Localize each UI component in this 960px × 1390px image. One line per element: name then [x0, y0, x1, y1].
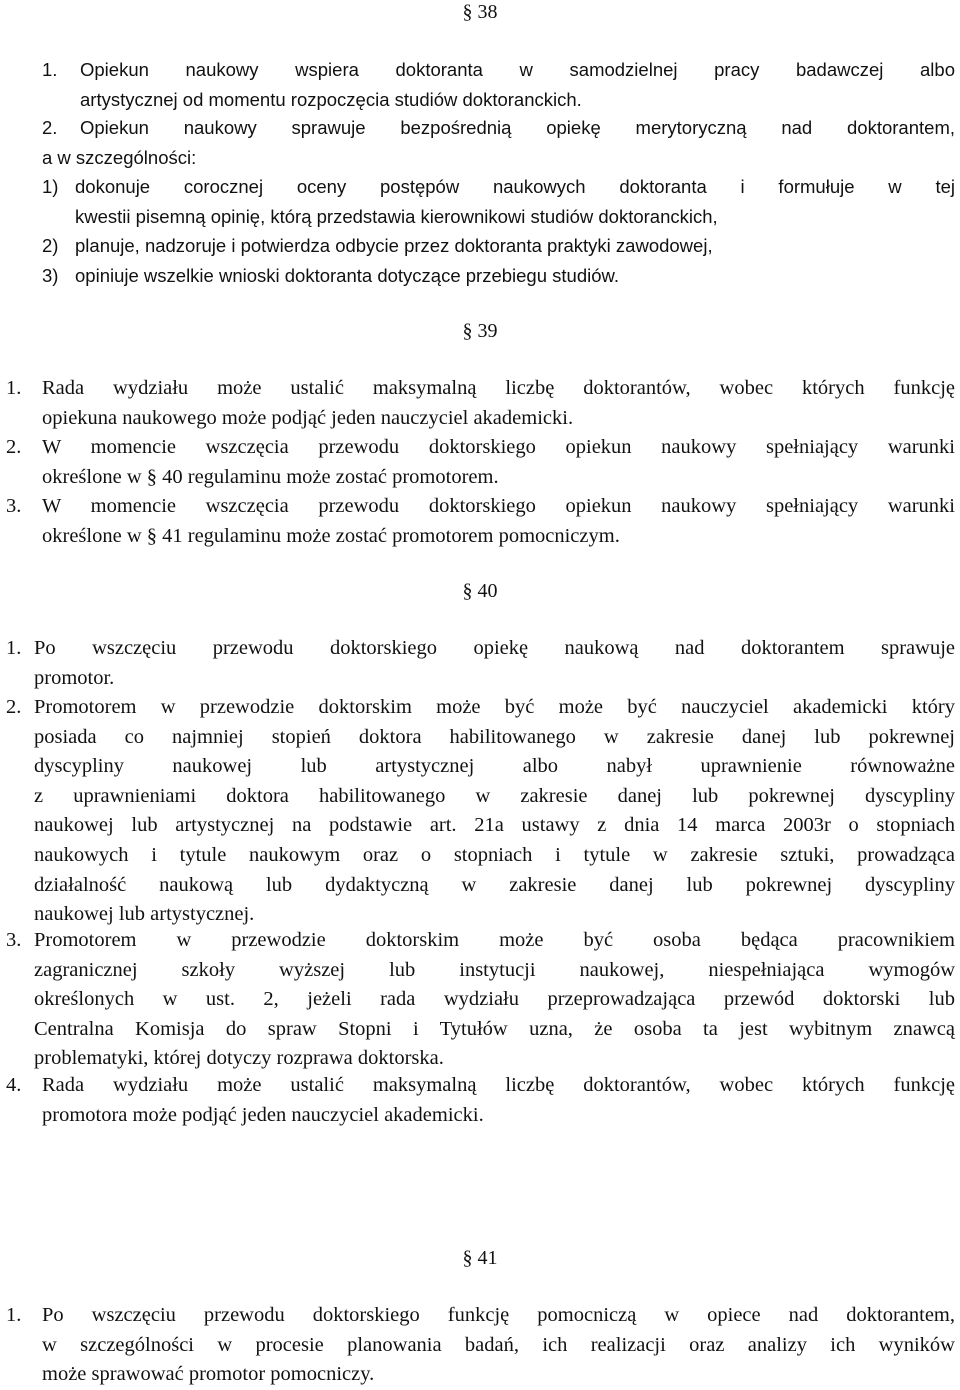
section-heading-39: § 39 — [462, 320, 498, 342]
text-line: Centralna Komisja do spraw Stopni i Tytułów uzna, że osoba ta jest wybitnym znawcą — [34, 1017, 955, 1040]
text-line: określone w § 41 regulaminu może zostać promotorem pomocniczym. — [42, 524, 620, 547]
text-line: w szczególności w procesie planowania badań, ich realizacji oraz analizy ich wyników — [42, 1333, 955, 1356]
text-line: Rada wydziału może ustalić maksymalną liczbę doktorantów, wobec których funkcję — [42, 377, 955, 399]
text-line: W momencie wszczęcia przewodu doktorskiego opiekun naukowy spełniający warunki — [42, 436, 955, 458]
text-line: problematyki, której dotyczy rozprawa doktorska. — [34, 1047, 444, 1070]
paragraph-40-1 — [6, 634, 955, 693]
text-line: Opiekun naukowy wspiera doktoranta w samodzielnej pracy badawczej albo — [80, 59, 955, 80]
text-line: Po wszczęciu przewodu doktorskiego opiekę naukową nad doktorantem sprawuje — [34, 637, 955, 659]
item-number: 1. — [6, 637, 22, 659]
text-line: Po wszczęciu przewodu doktorskiego funkcję pomocniczą w opiece nad doktorantem, — [42, 1304, 955, 1326]
text-line: planuje, nadzoruje i potwierdza odbycie przez doktoranta praktyki zawodowej, — [75, 235, 713, 256]
paragraph-39-3 — [6, 492, 955, 551]
paragraph-39-2 — [6, 433, 955, 492]
item-number: 3. — [6, 929, 22, 951]
section-heading-40: § 40 — [462, 580, 498, 602]
text-line: z uprawnieniami doktora habilitowanego w zakresie danej lub pokrewnej dyscypliny — [34, 784, 955, 807]
item-number: 2. — [6, 436, 22, 458]
text-line: naukowej lub artystycznej. — [34, 903, 255, 926]
paragraph-40-4 — [6, 1071, 955, 1130]
paragraph-39-1 — [6, 374, 955, 433]
paragraph-38-2 — [42, 113, 955, 290]
text-line: opiekuna naukowego może podjąć jeden nauczyciel akademicki. — [42, 406, 574, 429]
subitem-2 — [42, 231, 955, 261]
text-line: kwestii pisemną opinię, którą przedstawia kierownikowi studiów doktoranckich, — [75, 205, 718, 227]
section-heading-41: § 41 — [462, 1247, 498, 1269]
text-line: Opiekun naukowy sprawuje bezpośrednią opiekę merytoryczną nad doktorantem, — [80, 117, 955, 138]
text-line: naukowej lub artystycznej na podstawie art. 21a ustawy z dnia 14 marca 2003r o stopniach — [34, 814, 955, 837]
item-number: 1. — [42, 59, 58, 80]
text-line: Promotorem w przewodzie doktorskim może być osoba będąca pracownikiem — [34, 929, 955, 951]
item-number: 2. — [42, 117, 58, 138]
paragraph-38-1 — [42, 55, 955, 114]
text-line: a w szczególności: — [42, 146, 197, 168]
item-number: 3) — [42, 264, 59, 286]
item-number: 1. — [6, 1304, 22, 1326]
item-number: 1. — [6, 377, 22, 399]
section-heading-38: § 38 — [462, 1, 498, 23]
text-line: artystycznej od momentu rozpoczęcia studiów doktoranckich. — [80, 88, 582, 110]
text-line: działalność naukową lub dydaktyczną w zakresie danej lub pokrewnej dyscypliny — [34, 873, 955, 896]
text-line: naukowych i tytule naukowym oraz o stopniach i tytule w zakresie sztuki, prowadząca — [34, 843, 955, 866]
subitem-3 — [42, 261, 955, 291]
text-line: W momencie wszczęcia przewodu doktorskiego opiekun naukowy spełniający warunki — [42, 495, 955, 517]
text-line: promotor. — [34, 666, 115, 689]
text-line: dokonuje corocznej oceny postępów naukowych doktoranta i formułuje w tej — [75, 176, 955, 197]
text-line: posiada co najmniej stopień doktora habilitowanego w zakresie danej lub pokrewnej — [34, 725, 955, 748]
paragraph-41-1 — [6, 1301, 955, 1390]
paragraph-40-2 — [6, 693, 955, 930]
item-number: 1) — [42, 176, 59, 197]
text-line: promotora może podjąć jeden nauczyciel akademicki. — [42, 1103, 484, 1126]
paragraph-40-3 — [6, 926, 955, 1074]
text-line: opiniuje wszelkie wnioski doktoranta dotyczące przebiegu studiów. — [75, 264, 619, 286]
text-line: dyscypliny naukowej lub artystycznej albo nabył uprawnienie równoważne — [34, 755, 955, 778]
text-line: może sprawować promotor pomocniczy. — [42, 1363, 375, 1386]
item-number: 3. — [6, 495, 22, 517]
item-number: 4. — [6, 1074, 22, 1096]
item-number: 2) — [42, 235, 59, 256]
text-line: zagranicznej szkoły wyższej lub instytucji naukowej, niespełniająca wymogów — [34, 958, 955, 981]
text-line: określone w § 40 regulaminu może zostać promotorem. — [42, 465, 499, 488]
subitem-1 — [42, 172, 955, 231]
text-line: Rada wydziału może ustalić maksymalną liczbę doktorantów, wobec których funkcję — [42, 1074, 955, 1096]
sublist — [42, 172, 955, 290]
text-line: określonych w ust. 2, jeżeli rada wydziału przeprowadzająca przewód doktorski lub — [34, 988, 955, 1011]
text-line: Promotorem w przewodzie doktorskim może być może być nauczyciel akademicki który — [34, 696, 955, 718]
item-number: 2. — [6, 696, 22, 718]
